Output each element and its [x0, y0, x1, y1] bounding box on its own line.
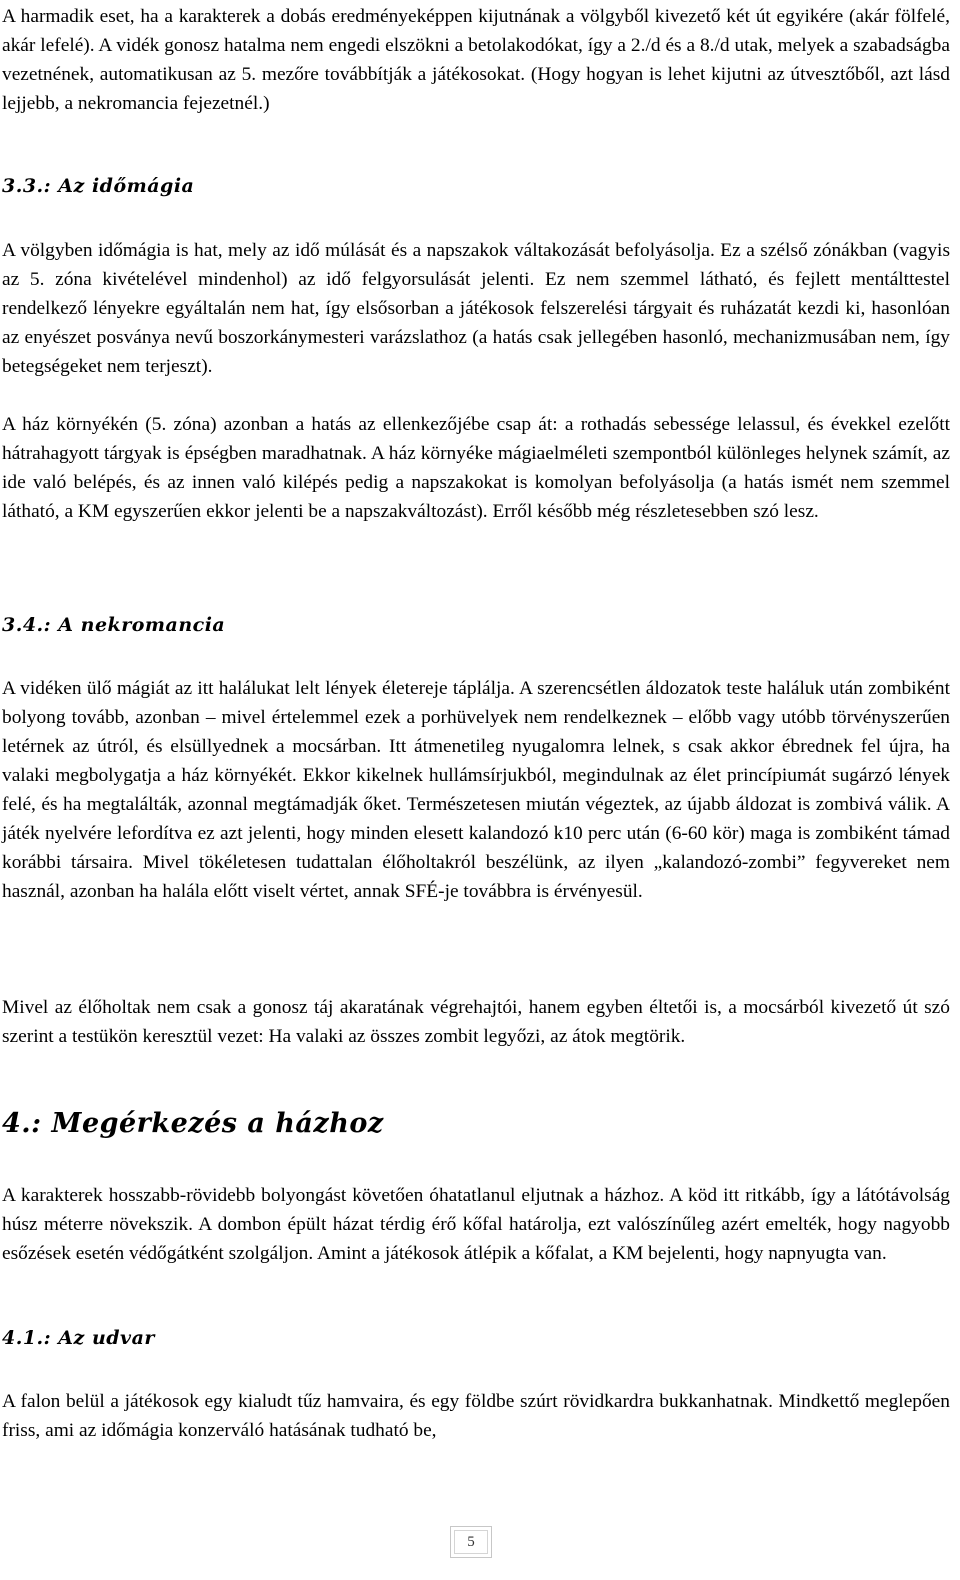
paragraph-undead: Mivel az élőholtak nem csak a gonosz táj akaratának végrehajtói, hanem egyben éltetői is, a mocsárból kivezető út szó szerint a testükön keresztül vezet: Ha valaki az összes zombit legyőzi, az átok megtörik.: [2, 997, 950, 1047]
heading-3-4: 3.4.: A nekromancia: [2, 614, 226, 636]
paragraph-intro: A harmadik eset, ha a karakterek a dobás eredményeképpen kijutnának a völgyből kivezető két út egyikére (akár fölfelé, akár lefelé). A vidék gonosz hatalma nem engedi elszökni a betolakodókat, így a 2./d és a 8./d utak, melyek a szabadságba vezetnének, automatikusan az 5. mezőre továbbítják a játékosokat. (Hogy hogyan is lehet kijutni az útvesztőből, azt lásd lejjebb, a nekromancia fejezetnél.): [2, 6, 950, 114]
page-number-footer: [446, 1522, 496, 1562]
page-number-frame: [450, 1526, 492, 1558]
heading-4: 4.: Megérkezés a házhoz: [2, 1108, 384, 1139]
page-number: 5: [467, 1533, 475, 1550]
heading-4-1: 4.1.: Az udvar: [2, 1327, 155, 1349]
paragraph-house-zone: A ház környékén (5. zóna) azonban a hatás az ellenkezőjébe csap át: a rothadás sebessége lelassul, és évekkel ezelőtt hátrahagyott tárgyak is épségben maradhatnak. A ház környéke mágiaelméleti szempontból különleges helynek számít, az ide való belépés, és az innen való kilépés pedig a napszakokat is komolyan befolyásolja (a hatás ismét nem szemmel látható, a KM egyszerűen ekkor jelenti be a napszakváltozást). Erről később még részletesebben szó lesz.: [2, 414, 950, 522]
heading-3-3: 3.3.: Az időmágia: [2, 175, 195, 197]
paragraph-necromancy: A vidéken ülő mágiát az itt halálukat lelt lények életereje táplálja. A szerencsétlen áldozatok teste haláluk után zombiként bolyong tovább, azonban – mivel értelemmel ezek a porhüvelyek nem rendelkeznek – előbb vagy utóbb törvényszerűen letérnek az útról, és elsüllyednek a mocsárban. Itt átmenetileg nyugalomra lelnek, s csak akkor ébrednek fel újra, ha valaki megbolygatja a ház környékét. Ekkor kikelnek hullámsírjukból, megindulnak az élet princípiumát sugárzó lények felé, és ha megtalálták, azonnal megtámadják őket. Természetesen miután végeztek, az újabb áldozat is zombivá válik. A játék nyelvére lefordítva ez azt jelenti, hogy minden elesett kalandozó k10 perc után (6-60 kör) maga is zombiként támad korábbi társaira. Mivel tökéletesen tudattalan élőholtakról beszélünk, az ilyen „kalandozó-zombi” fegyvereket nem használ, azonban ha halála előtt viselt vértet, annak SFÉ-je továbbra is érvényesül.: [2, 678, 950, 902]
paragraph-time-magic: A völgyben időmágia is hat, mely az idő múlását és a napszakok váltakozását befolyásolja. Ez a szélső zónákban (vagyis az 5. zóna kivételével mindenhol) az idő felgyorsulását jelenti. Ez nem szemmel látható, és fejlett mentálttestel rendelkező lényekre egyáltalán nem hat, így elsősorban a játékosok felszerelési tárgyait és ruházatát kezdi ki, hasonlóan az enyészet posványa nevű boszorkánymesteri varázslathoz (a hatás csak jellegében hasonló, mechanizmusában nem, így betegségeket nem terjeszt).: [2, 240, 950, 377]
paragraph-courtyard: A falon belül a játékosok egy kialudt tűz hamvaira, és egy földbe szúrt rövidkardra bukkanhatnak. Mindkettő meglepően friss, ami az időmágia konzerváló hatásának tudható be,: [2, 1391, 950, 1441]
paragraph-arrival: A karakterek hosszabb-rövidebb bolyongást követően óhatatlanul eljutnak a házhoz. A köd itt ritkább, így a látótávolság húsz méterre növekszik. A dombon épült házat térdig érő kőfal határolja, ezt valószínűleg azért emelték, hogy nagyobb esőzések esetén védőgátként szolgáljon. Amint a játékosok átlépik a kőfalat, a KM bejelenti, hogy napnyugta van.: [2, 1185, 950, 1264]
